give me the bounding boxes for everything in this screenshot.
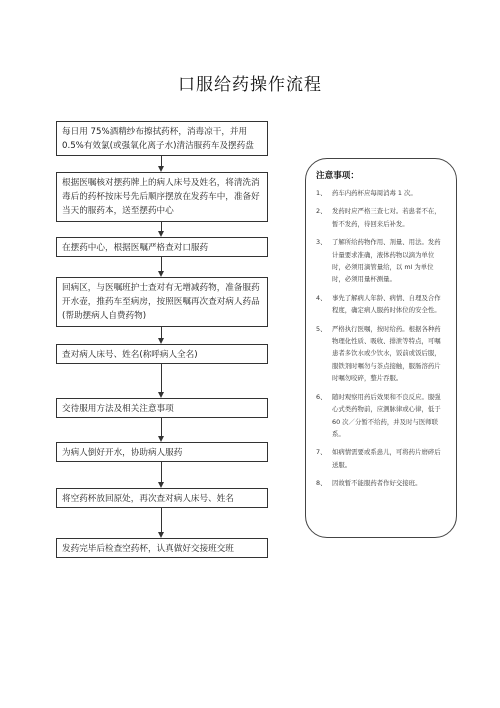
note-item: [316, 477, 446, 489]
note-number: 2、: [316, 207, 327, 216]
note-number: 1、: [316, 189, 327, 197]
flow-arrow: [161, 257, 163, 277]
flow-step-7: 为病人倒好开水，协助病人服药: [56, 442, 268, 462]
note-item: [316, 292, 446, 317]
flow-arrow: [161, 222, 163, 237]
flow-step-9: 发药完毕后检查空药杯，认真做好交接班交班: [56, 538, 268, 558]
note-number: 6、: [316, 392, 327, 401]
note-text: 药车内药杯应每周消毒 1 次。: [332, 189, 417, 197]
note-text: 事先了解病人年龄、病情、自理及合作程度，确定病人服药时体位的安全性。: [332, 293, 441, 315]
note-item: [316, 187, 446, 199]
notes-title: 注意事项：: [316, 171, 359, 181]
note-text: 发药时应严格三查七对。若患者不在，暂不发药，待回来后补发。: [332, 207, 441, 228]
flow-step-1: 每日用 75%酒精纱布擦拭药杯，消毒凉干，并用 0.5%有效氯(或强氧化离子水)清洁服药车及摆药盘: [56, 121, 268, 156]
flow-step-2: 根据医嘱核对摆药牌上的病人床号及姓名，将清洗消毒后的药杯按床号先后顺序摆放在发药车中，准备好当天的服药本，送至摆药中心: [56, 172, 268, 222]
flow-step-4: 回病区，与医嘱班护士查对有无增减药物，准备服药开水壶，推药车至病房，按照医嘱再次查对病人药品(帮助摆病人自费药物): [56, 277, 268, 327]
note-text: 因故暂不能服药者作好交接班。: [332, 479, 422, 488]
note-text: 如病情需要或系患儿，可将药片磨碎后送服。: [332, 448, 441, 469]
note-number: 7、: [316, 448, 327, 457]
note-item: [316, 205, 446, 230]
note-number: 3、: [316, 238, 327, 247]
notes-panel: [305, 158, 457, 538]
flow-arrow: [161, 364, 163, 398]
note-item: [316, 446, 446, 471]
flow-arrow: [161, 418, 163, 442]
note-item: [316, 236, 446, 286]
page-title: 口服给药操作流程: [178, 75, 322, 95]
note-item: [316, 323, 446, 385]
note-number: 4、: [316, 293, 327, 302]
flow-arrow: [161, 327, 163, 344]
flow-step-5: 查对病人床号、姓名(称呼病人全名): [56, 344, 268, 364]
flow-arrow: [161, 156, 163, 172]
note-item: [316, 391, 446, 441]
flow-step-8: 将空药杯放回原处，再次查对病人床号、姓名: [56, 488, 268, 508]
flow-step-3: 在摆药中心，根据医嘱严格查对口服药: [56, 237, 268, 257]
note-text: 严格执行医嘱，按时给药。根据各种药物理化性质、吸收、排泄等特点，可嘱患者多饮水或少饮水，饭前或饭后服，服铁剂时嘱勿与茶点接触，服肠溶药片时嘱勿咬碎，整片吞服。: [332, 324, 441, 383]
note-text: 随时观察用药后效果和不良反应。服强心式类药物前，应测脉律或心律，低于 60 次／分暂不给药，并及时与医师联系。: [332, 392, 441, 438]
note-number: 8、: [316, 479, 327, 488]
flow-arrow: [161, 508, 163, 538]
flow-step-6: 交待服用方法及相关注意事项: [56, 398, 268, 418]
flow-arrow: [161, 462, 163, 488]
note-number: 5、: [316, 324, 327, 333]
note-text: 了解所给药物作用、剂量、用法。发药计量要求准确，液体药物以滴为单位时，必须用滴管量给，以 ml 为单位时，必须用量杯测量。: [332, 238, 441, 284]
